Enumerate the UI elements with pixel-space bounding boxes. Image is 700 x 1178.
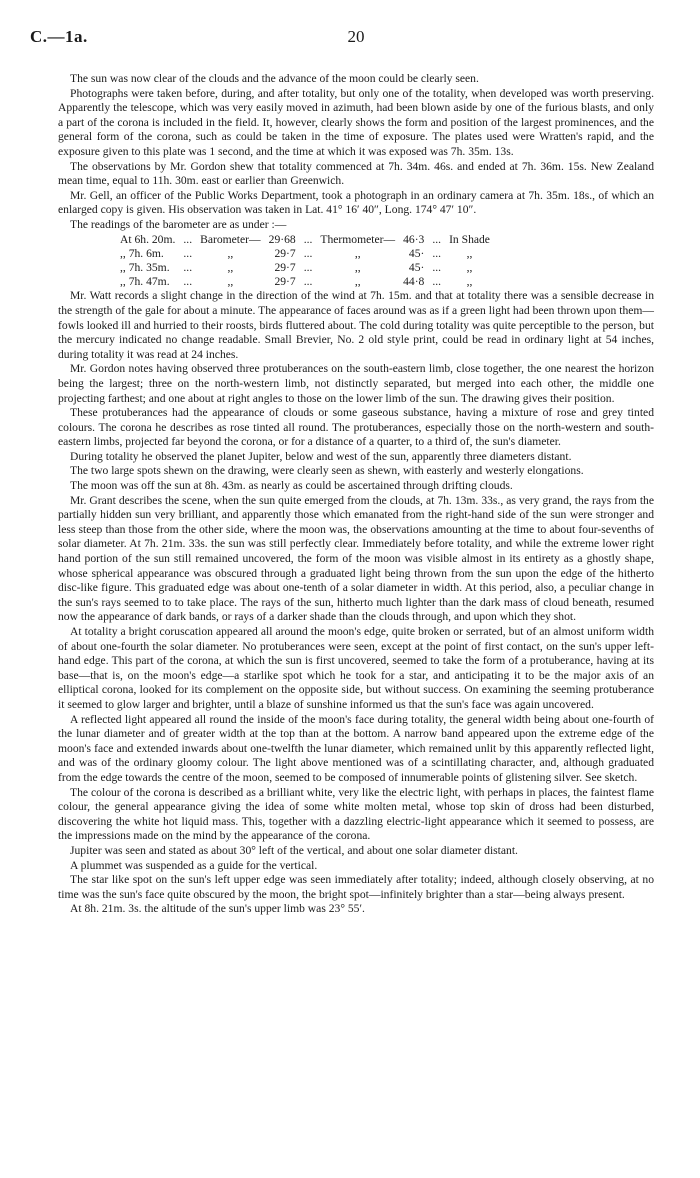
paragraph: A plummet was suspended as a guide for the vertical.: [70, 858, 318, 872]
reading-note: ,,: [466, 275, 473, 289]
table-row: [116, 275, 494, 289]
leader-dots: ...: [303, 232, 313, 246]
reading-time: ,, 7h. 35m.: [120, 260, 170, 274]
paragraph: Mr. Gell, an officer of the Public Works Department, took a photograph in an ordinary camera at 7h. 35m. 18s., of which an enlarged copy is given. His observation was taken in Lat. 41° 16′ 40″, Long. 174° 47′ 10″.: [58, 188, 654, 217]
reading-note: In Shade: [449, 232, 490, 246]
paragraph: Jupiter was seen and stated as about 30° left of the vertical, and about one solar diameter distant.: [70, 843, 518, 857]
paragraph: A reflected light appeared all round the inside of the moon's face during totality, the general width being about one-fourth of the lunar diameter and of greater width at the top than at the bottom. A narrow band appeared upon the extreme edge of the moon's face and extended inwards about one-twelfth the lunar diameter, which remained unlit by this apparently reflected light, and was of the ordinary gloomy colour. The light above mentioned was of a scintillating character, and, although graduated from the edge towards the centre of the moon, seemed to be composed of innumerable points of glistening silver. See sketch.: [58, 712, 654, 784]
leader-dots: ...: [432, 260, 442, 274]
paragraph: Mr. Gordon notes having observed three protuberances on the south-eastern limb, close together, the one nearest the horizon being the largest; three on the north-western limb, not distinctly separated, but merged into each other, the middle one projecting farthest; and one about at right angles to those on the lower limb of the sun. The drawing gives their position.: [58, 362, 654, 405]
barometer-value: 29·7: [274, 260, 296, 274]
document-body: [58, 72, 654, 917]
barometer-label: ,,: [227, 275, 234, 289]
barometer-label: Barometer—: [200, 232, 261, 246]
table-row: [116, 247, 494, 261]
table-row: [116, 233, 494, 247]
thermometer-label: ,,: [354, 260, 361, 274]
leader-dots: ...: [303, 246, 313, 260]
reading-note: ,,: [466, 260, 473, 274]
barometer-value: 29·7: [274, 246, 296, 260]
thermometer-value: 45·: [408, 246, 425, 260]
thermometer-value: 44·8: [403, 275, 425, 289]
leader-dots: ...: [183, 260, 193, 274]
paragraph: At 8h. 21m. 3s. the altitude of the sun's upper limb was 23° 55′.: [70, 902, 365, 916]
paragraph: The star like spot on the sun's left upper edge was seen immediately after totality; indeed, although closely observing, at no time was the sun's face quite obscured by the moon, the bright spot—infinitely brighter than a star—being always present.: [58, 873, 654, 901]
reading-time: ,, 7h. 47m.: [120, 275, 170, 289]
barometer-label: ,,: [227, 260, 234, 274]
paragraph: The colour of the corona is described as a brilliant white, very like the electric light, with perhaps in places, the faintest flame colour, the general appearance giving the idea of some white molten metal, whose top skin of dross had been disturbed, discovering the white hot liquid mass. This, together with a dazzling electric-light appearance which it seemed to possess, are the impressions made on the mind by the appearance of the corona.: [58, 785, 654, 843]
thermometer-label: ,,: [354, 275, 361, 289]
leader-dots: ...: [432, 275, 442, 289]
reading-time: At 6h. 20m.: [120, 232, 176, 246]
paragraph: At totality a bright coruscation appeared all around the moon's edge, quite broken or serrated, but of an almost uniform width of about one-fourth the solar diameter. No protuberances were seen, except at the point of first contact, on the sun's upper left-hand edge. This part of the corona, at which the sun is first uncovered, seemed to take the form of a protuberance, having at its base—that is, on the moon's edge—a starlike spot which he took for a star, and anticipating it to be the major axis of an elliptical corona, looked for its complement on the opposite side, but without success. On examining the seeming protuberance it seemed to glow larger and brighter, until a blaze of sunshine informed us that the sun's face was again uncovered.: [58, 625, 654, 711]
paragraph: Mr. Watt records a slight change in the direction of the wind at 7h. 15m. and that at totality there was a sensible decrease in the strength of the gale for about a minute. The appearance of faces around was as if a green light had been thrown upon them—fowls looked ill and hurried to their roosts, birds fluttered about. The cold during totality was quite perceptible to the person, but the mercury indicated no change readable. Small Brevier, No. 2 old style print, could be read in ordinary light at 54 inches, during totality it was read at 24 inches.: [58, 289, 654, 361]
paragraph: The moon was off the sun at 8h. 43m. as nearly as could be ascertained through drifting clouds.: [70, 479, 513, 493]
thermometer-label: Thermometer—: [320, 232, 396, 246]
paragraph: The two large spots shewn on the drawing, were clearly seen as shewn, with easterly and westerly elongations.: [70, 464, 584, 478]
thermometer-value: 46·3: [403, 232, 425, 246]
paragraph: The readings of the barometer are as under :—: [70, 217, 287, 231]
leader-dots: ...: [432, 246, 442, 260]
paragraph: Photographs were taken before, during, and after totality, but only one of the totality, when developed was worth preserving. Apparently the telescope, which was very easily moved in azimuth, had been blown aside by one of the furious blasts, and only a part of the corona is included in the field. It, however, clearly shows the form and position of the largest prominences, and the general form of the corona, such as could be taken in the time of exposure. The plates used were Wratten's rapid, and the exposure given to this plate was 1 second, and the time at which it was exposed was 7h. 35m. 13s.: [58, 86, 654, 158]
leader-dots: ...: [183, 246, 193, 260]
leader-dots: ...: [303, 275, 313, 289]
barometer-value: 29·68: [268, 232, 296, 246]
leader-dots: ...: [183, 232, 193, 246]
paragraph: Mr. Grant describes the scene, when the sun quite emerged from the clouds, at 7h. 13m. 33s., as very grand, the rays from the partially hidden sun very brilliant, and apparently those which emanated from the right-hand side of the sun were stronger and less steep than those from the other side, where the moon was, the observations amounting at the time to about four-sevenths of solar diameter. At 7h. 21m. 33s. the sun was still perfectly clear. Immediately before totality, and while the extreme lower right hand portion of the sun still remained uncovered, the form of the moon was visible almost in its entirety as a ghostly shape, whose spherical appearance was obscured through a graduated light being thrown from the sun upon the edge of the hitherto disc-like figure. This graduated edge was about one-tenth of a solar diameter in width. At this period, also, a peculiar change in the sun's rays seemed to to take place. The rays of the sun, hitherto much lighter than the dark mass of cloud beneath, resumed now the appearance of dark bands, or rays of a darker shade than the clouds through, and upon which they shot.: [58, 493, 654, 624]
reading-time: ,, 7h. 6m.: [120, 246, 164, 260]
document-reference: C.—1a.: [30, 27, 88, 46]
thermometer-value: 45·: [408, 260, 425, 274]
leader-dots: ...: [432, 232, 442, 246]
leader-dots: ...: [183, 275, 193, 289]
barometer-label: ,,: [227, 246, 234, 260]
paragraph: During totality he observed the planet Jupiter, below and west of the sun, apparently three diameters distant.: [70, 449, 572, 463]
page-number: 20: [347, 27, 365, 46]
barometer-value: 29·7: [274, 275, 296, 289]
reading-note: ,,: [466, 246, 473, 260]
thermometer-label: ,,: [354, 246, 361, 260]
table-row: [116, 261, 494, 275]
paragraph: These protuberances had the appearance of clouds or some gaseous substance, having a mixture of rose and grey tinted colours. The corona he describes as rose tinted all round. The protuberances, especially those on the north-western and south-eastern limbs, projected far beyond the corona, or for a distance of a quarter, to a third of, the sun's diameter.: [58, 406, 654, 449]
leader-dots: ...: [303, 260, 313, 274]
paragraph: The sun was now clear of the clouds and the advance of the moon could be clearly seen.: [70, 72, 479, 85]
paragraph: The observations by Mr. Gordon shew that totality commenced at 7h. 34m. 46s. and ended at 7h. 36m. 15s. New Zealand mean time, equal to 11h. 30m. east or earlier than Greenwich.: [58, 159, 654, 188]
barometer-readings-table: [116, 233, 494, 290]
page-header: [30, 27, 654, 62]
